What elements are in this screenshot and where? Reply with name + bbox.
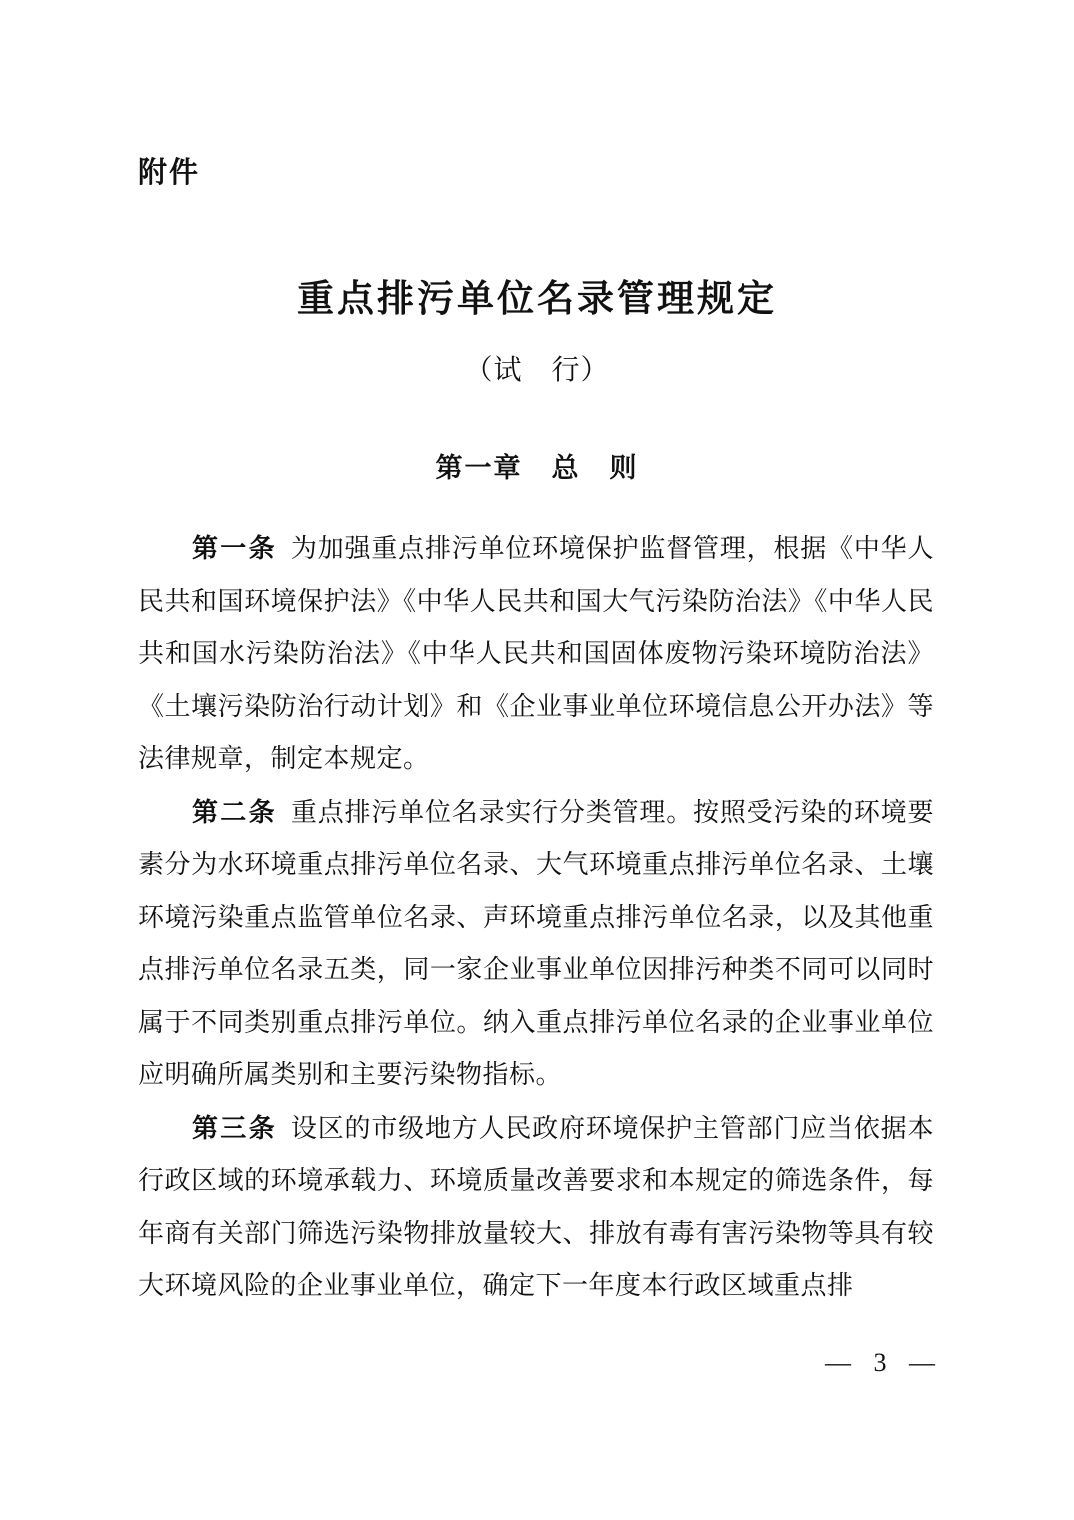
attachment-label: 附件 (138, 157, 201, 189)
paragraph-article-2 (138, 786, 934, 1102)
article-3-text: 设区的市级地方人民政府环境保护主管部门应当依据本行政区域的环境承载力、环境质量改善要求和本规定的筛选条件，每年商有关部门筛选污染物排放量较大、排放有毒有害污染物等具有较大环境风险的企业事业单位，确定下一年度本行政区域重点排 (138, 1113, 934, 1300)
article-3-label: 第三条 (192, 1112, 277, 1143)
chapter-heading: 第一章 总 则 (435, 453, 639, 483)
document-subtitle: （试 行） (464, 355, 610, 386)
document-title: 重点排污单位名录管理规定 (297, 278, 777, 319)
paragraph-article-1 (138, 522, 934, 786)
page-number: — 3 — (825, 1348, 936, 1377)
document-body (138, 522, 934, 1313)
article-1-text: 为加强重点排污单位环境保护监督管理，根据《中华人民共和国环境保护法》《中华人民共和国大气污染防治法》《中华人民共和国水污染防治法》《中华人民共和国固体废物污染环境防治法》《土壤污染防治行动计划》和《企业事业单位环境信息公开办法》等法律规章，制定本规定。 (138, 534, 934, 773)
article-1-label: 第一条 (192, 533, 277, 563)
article-2-label: 第二条 (192, 796, 277, 827)
paragraph-article-3 (138, 1102, 934, 1313)
article-2-text: 重点排污单位名录实行分类管理。按照受污染的环境要素分为水环境重点排污单位名录、大气环境重点排污单位名录、土壤环境污染重点监管单位名录、声环境重点排污单位名录，以及其他重点排污单位名录五类，同一家企业事业单位因排污种类不同可以同时属于不同类别重点排污单位。纳入重点排污单位名录的企业事业单位应明确所属类别和主要污染物指标。 (138, 797, 934, 1089)
